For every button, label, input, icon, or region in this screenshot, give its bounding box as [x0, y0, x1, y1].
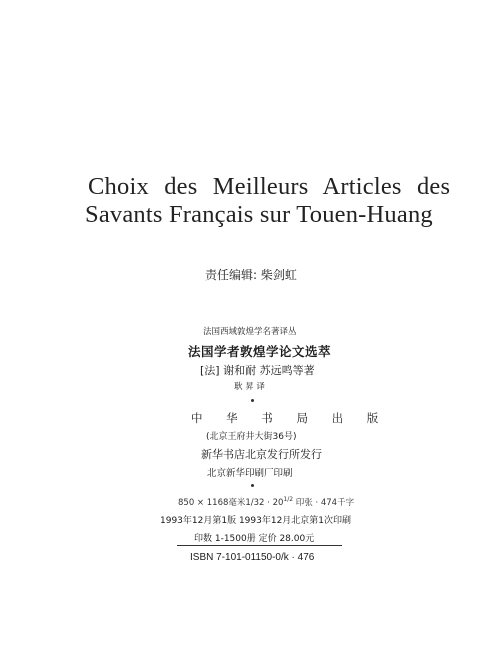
print-run-and-price: 印数 1-1500册 定价 28.00元	[194, 534, 315, 544]
edition-line: 1993年12月第1版 1993年12月北京第1次印刷	[160, 516, 352, 526]
separator-dot	[251, 399, 254, 402]
publisher-line: 中 华 书 局 出 版	[191, 411, 385, 425]
specs-fraction: 1/2	[283, 496, 294, 503]
authors-line: [法] 谢和耐 苏远鸣等著	[200, 364, 315, 377]
french-title-line-2: Savants Français sur Touen-Huang	[85, 201, 433, 228]
responsible-editor: 责任编辑: 柴剑虹	[205, 268, 297, 282]
printer-line: 北京新华印刷厂印刷	[207, 468, 293, 479]
divider-rule	[177, 545, 342, 546]
separator-dot	[251, 484, 254, 487]
publisher-address: (北京王府井大街36号)	[206, 432, 297, 442]
translator-line: 耿 昇 译	[234, 382, 265, 392]
specs-text: 850 × 1168毫米1/32 · 20	[178, 498, 284, 508]
specs-text-tail: 印张 · 474千字	[293, 498, 355, 508]
chinese-book-title: 法国学者敦煌学论文选萃	[188, 344, 332, 359]
distributor-line: 新华书店北京发行所发行	[201, 448, 322, 461]
french-title-line-1: Choix des Meilleurs Articles des	[88, 173, 451, 200]
series-name: 法国西域敦煌学名著译丛	[203, 327, 297, 337]
isbn-line: ISBN 7-101-01150-0/k · 476	[190, 552, 315, 563]
format-specs	[178, 496, 354, 508]
